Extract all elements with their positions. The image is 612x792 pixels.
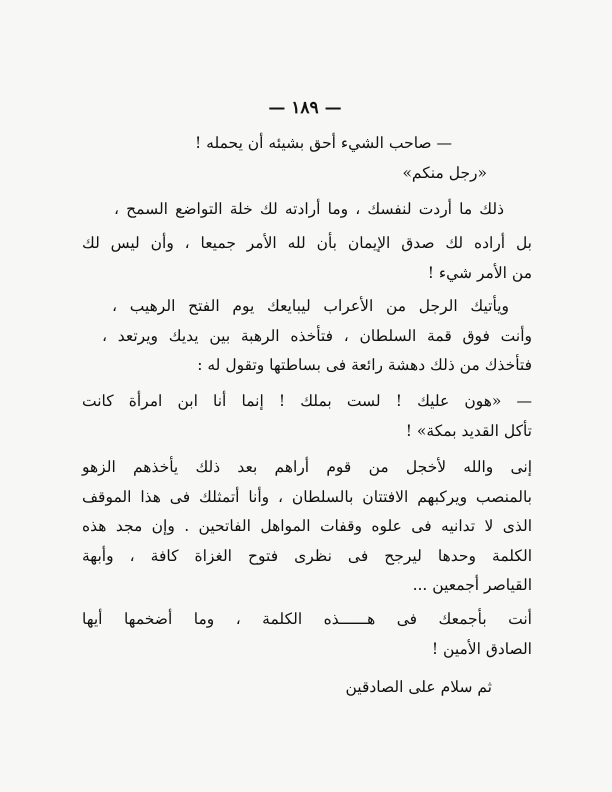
text-line-3: ذلك ما أردت لنفسك ، وما أرادته لك خلة التواضع السمح ، bbox=[114, 200, 504, 218]
page-number: — ١٨٩ — bbox=[268, 98, 342, 118]
text-line-18: ثم سلام على الصادقين bbox=[345, 678, 492, 696]
text-line-1: — صاحب الشيء أحق بشيئه أن يحمله ! bbox=[195, 134, 452, 152]
text-line-5: من الأمر شيء ! bbox=[427, 264, 532, 282]
text-line-17: الصادق الأمين ! bbox=[431, 640, 532, 658]
text-line-12: بالمنصب ويركبهم الافتتان بالسلطان ، وأنا أتمثلك فى هذا الموقف bbox=[82, 488, 532, 506]
text-line-10: تأكل القديد بمكة» ! bbox=[405, 422, 532, 440]
text-line-13: الذى لا تدانيه فى علوه وقفات المواهل الفاتحين . وإن مجد هذه bbox=[82, 517, 532, 535]
text-line-6: ويأتيك الرجل من الأعراب ليبايعك يوم الفتح الرهيب ، bbox=[112, 297, 509, 315]
text-line-14: الكلمة وحدها ليرجح فى نظرى فتوح الغزاة كافة ، وأبهة bbox=[82, 547, 532, 565]
text-line-15: القياصر أجمعين ... bbox=[412, 576, 532, 594]
text-line-4: بل أراده لك صدق الإيمان بأن لله الأمر جميعا ، وأن ليس لك bbox=[82, 234, 532, 252]
text-line-7: وأنت فوق قمة السلطان ، فتأخذه الرهبة بين يديك ويرتعد ، bbox=[102, 327, 532, 345]
text-line-2: «رجل منكم» bbox=[402, 164, 487, 182]
text-line-16: أنت بأجمعك فى هــــــذه الكلمة ، وما أضخمها أيها bbox=[82, 610, 532, 628]
text-line-8: فتأخذك من ذلك دهشة رائعة فى بساطتها وتقول له : bbox=[197, 356, 532, 374]
text-line-9: — «هون عليك ! لست بملك ! إنما أنا ابن امرأة كانت bbox=[82, 392, 532, 410]
text-line-11: إنى والله لأخجل من قوم أراهم بعد ذلك يأخذهم الزهو bbox=[82, 458, 532, 476]
